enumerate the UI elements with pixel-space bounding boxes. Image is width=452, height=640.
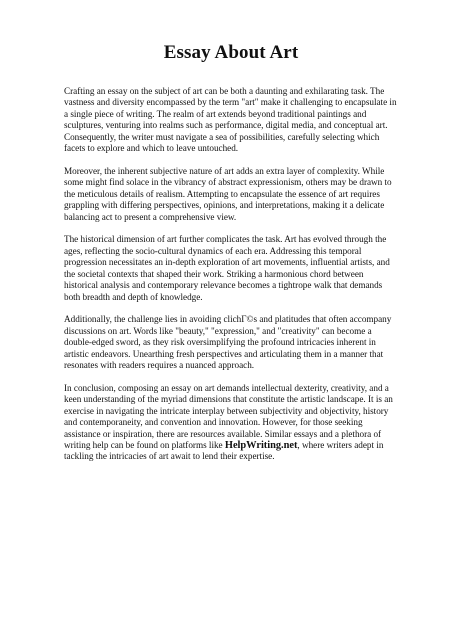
- paragraph-conclusion: [64, 383, 398, 463]
- conclusion-text-after-link: , where writers adept in tackling the intricacies of art await to lend their expertise.: [64, 439, 384, 462]
- document-title: Essay About Art: [163, 42, 299, 63]
- conclusion-text-before-link: In conclusion, composing an essay on art demands intellectual dexterity, creativity, and a keen understanding of the myriad dimensions that constitute the artistic landscape. It is an exercise in navigating the intricate interplay between subjectivity and objectivity, history and contemporaneity, and convention and innovation. However, for those seeking assistance or inspiration, there are resources available. Similar essays and a plethora of writing help can be found on platforms like: [64, 382, 393, 450]
- paragraph-1: Crafting an essay on the subject of art can be both a daunting and exhilarating task. The vastness and diversity encompassed by the term "art" make it challenging to encapsulate in a single piece of writing. The realm of art extends beyond traditional paintings and sculptures, venturing into realms such as performance, digital media, and conceptual art. Consequently, the writer must navigate a sea of possibilities, carefully selecting which facets to explore and which to leave untouched.: [64, 86, 397, 154]
- paragraph-3: The historical dimension of art further complicates the task. Art has evolved through the ages, reflecting the socio-cultural dynamics of each era. Addressing this temporal progression necessitates an in-depth exploration of art movements, influential artists, and the societal contexts that shaped their work. Striking a harmonious chord between historical analysis and contemporary relevance becomes a tightrope walk that demands both breadth and depth of knowledge.: [64, 234, 390, 302]
- paragraph-4: Additionally, the challenge lies in avoiding clichГ©s and platitudes that often accompany discussions on art. Words like "beauty," "expression," and "creativity" can become a double-edged sword, as they risk oversimplifying the profound intricacies inherent in artistic endeavors. Unearthing fresh perspectives and articulating them in a manner that resonates with readers requires a nuanced approach.: [64, 314, 392, 371]
- helpwriting-link[interactable]: HelpWriting.net: [224, 439, 298, 451]
- paragraph-2: Moreover, the inherent subjective nature of art adds an extra layer of complexity. While some might find solace in the vibrancy of abstract expressionism, others may be drawn to the meticulous details of realism. Attempting to encapsulate the essence of art requires grappling with differing perspectives, opinions, and interpretations, making it a delicate balancing act to present a comprehensive view.: [64, 165, 392, 222]
